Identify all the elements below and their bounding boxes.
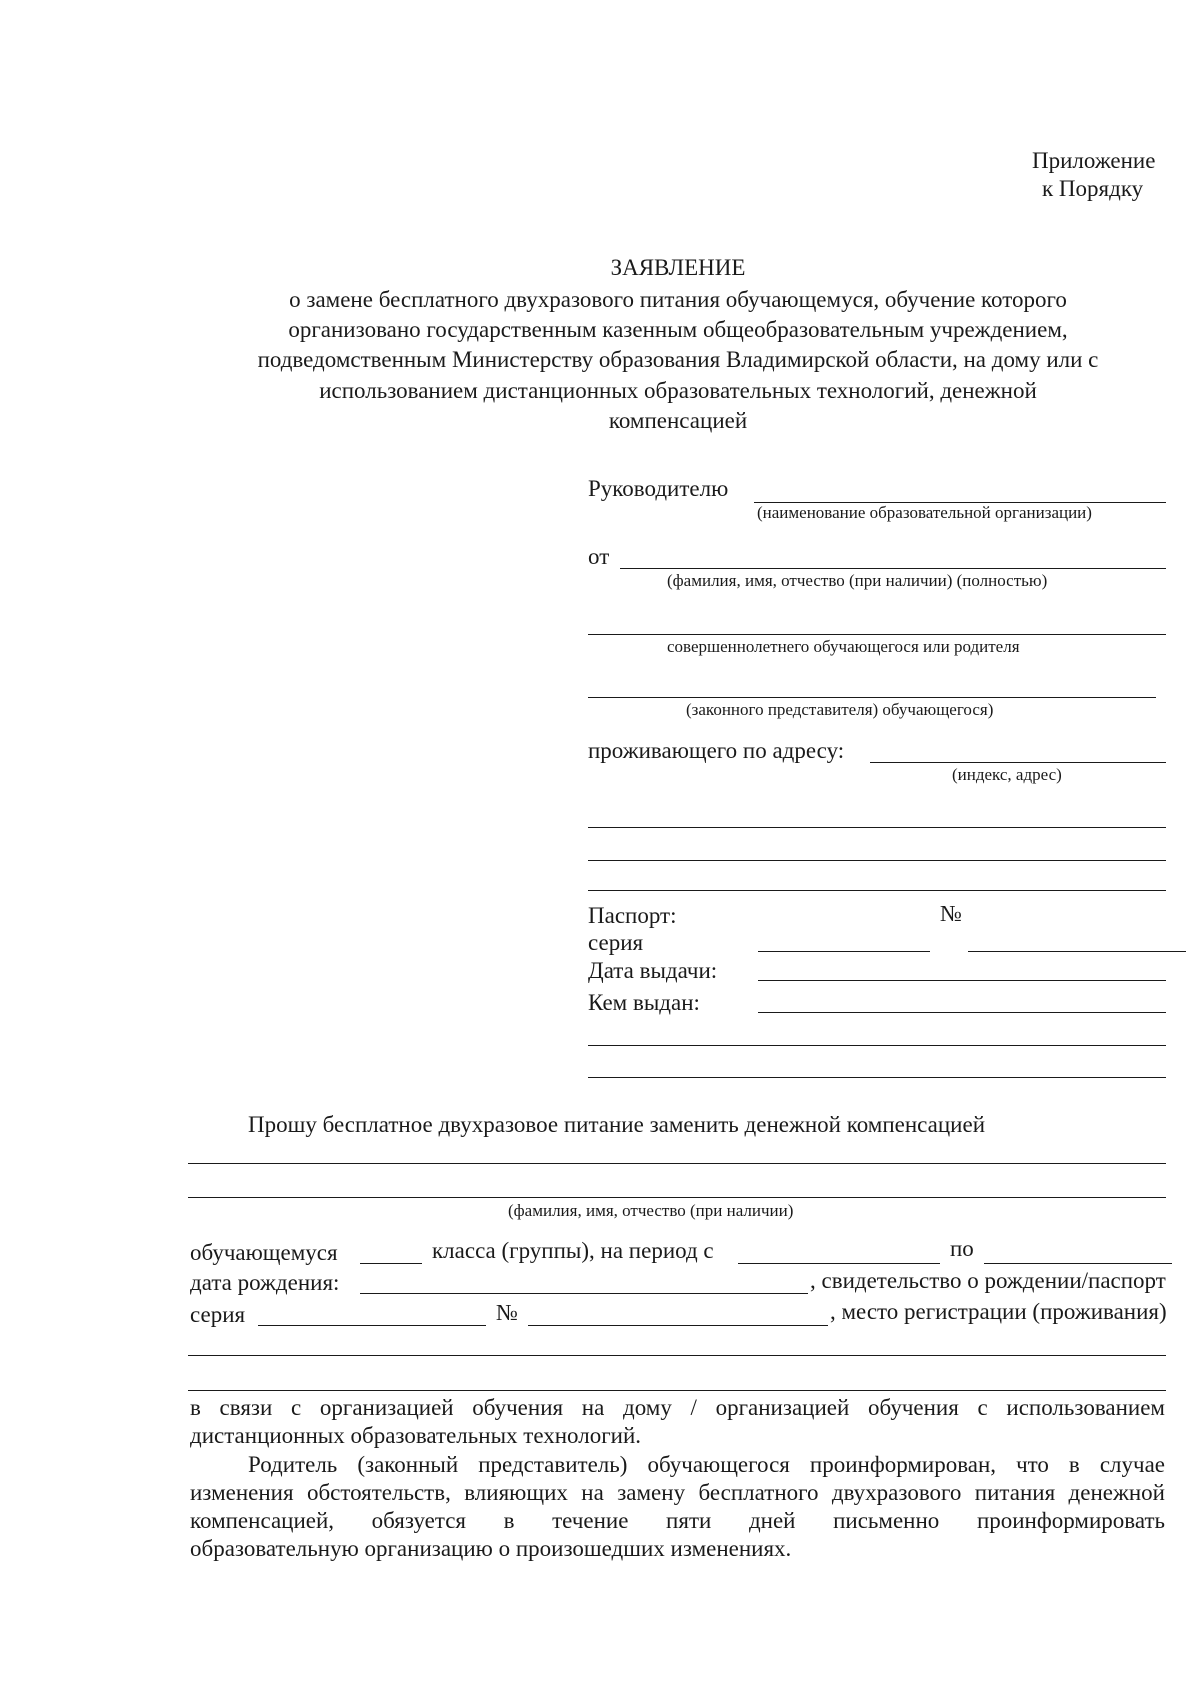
from-label: от: [588, 544, 610, 569]
notice-paragraph: [190, 1451, 1165, 1563]
series-field[interactable]: [258, 1325, 486, 1326]
document-title: ЗАЯВЛЕНИЕ: [610, 255, 746, 280]
address-field-line[interactable]: [870, 762, 1166, 763]
from-field-line[interactable]: [620, 568, 1166, 569]
from-hint-3: (законного представителя) обучающегося): [686, 700, 994, 719]
address-label: проживающего по адресу:: [588, 738, 845, 763]
passport-label: Паспорт:: [588, 903, 677, 928]
period-from-field[interactable]: [738, 1263, 940, 1264]
passport-series-label: серия: [588, 930, 644, 955]
notice-line-1: Родитель (законный представитель) обучающегося проинформирован, что в случае: [248, 1452, 1165, 1477]
reason-line-2: дистанционных образовательных технологий.: [190, 1423, 642, 1448]
student-name-hint: (фамилия, имя, отчество (при наличии): [508, 1201, 794, 1220]
certificate-label: , свидетельство о рождении/паспорт: [810, 1268, 1166, 1293]
subtitle-line: компенсацией: [608, 408, 748, 433]
number-field[interactable]: [528, 1325, 828, 1326]
passport-number-field[interactable]: [968, 951, 1186, 952]
issued-by-field-2[interactable]: [588, 1045, 1166, 1046]
dob-field[interactable]: [360, 1293, 808, 1294]
issued-by-field-3[interactable]: [588, 1077, 1166, 1078]
from-field-line-2[interactable]: [588, 634, 1166, 635]
from-hint: (фамилия, имя, отчество (при наличии) (полностью): [667, 571, 1048, 590]
request-text: Прошу бесплатное двухразовое питание заменить денежной компенсацией: [248, 1112, 985, 1137]
period-to-field[interactable]: [984, 1263, 1172, 1264]
passport-number-label: №: [940, 901, 962, 926]
address-field-line-4[interactable]: [588, 890, 1166, 891]
subtitle-line: подведомственным Министерству образования Владимирской области, на дому или с: [257, 347, 1099, 372]
period-to-label: по: [950, 1236, 974, 1261]
subtitle-line: использованием дистанционных образовательных технологий, денежной: [319, 378, 1037, 403]
subtitle-line: организовано государственным казенным общеобразовательным учреждением,: [288, 317, 1068, 342]
registration-field-2[interactable]: [188, 1390, 1166, 1391]
address-field-line-3[interactable]: [588, 860, 1166, 861]
reason-line-1: в связи с организацией обучения на дому / организацией обучения с использованием: [190, 1395, 1165, 1420]
number-label: №: [496, 1300, 518, 1325]
reason-paragraph: [190, 1394, 1165, 1450]
student-label: обучающемуся: [190, 1240, 338, 1265]
registration-field[interactable]: [188, 1355, 1166, 1356]
addressee-label: Руководителю: [588, 476, 729, 501]
passport-series-field[interactable]: [758, 951, 930, 952]
issued-by-label: Кем выдан:: [588, 990, 700, 1015]
dob-label: дата рождения:: [190, 1270, 340, 1295]
notice-line-2: изменения обстоятельств, влияющих на замену бесплатного двухразового питания денежной: [190, 1480, 1165, 1505]
student-name-field[interactable]: [188, 1163, 1166, 1164]
from-hint-2: совершеннолетнего обучающегося или родителя: [667, 637, 1020, 656]
series-label: серия: [190, 1302, 246, 1327]
appendix-line-2: к Порядку: [1042, 176, 1144, 201]
addressee-hint: (наименование образовательной организации): [757, 503, 1092, 522]
issue-date-label: Дата выдачи:: [588, 958, 718, 983]
student-name-field-2[interactable]: [188, 1197, 1166, 1198]
notice-line-3: компенсацией, обязуется в течение пяти дней письменно проинформировать: [190, 1508, 1165, 1533]
appendix-line-1: Приложение: [1032, 148, 1156, 173]
notice-line-4: образовательную организацию о произошедших изменениях.: [190, 1536, 792, 1561]
subtitle-line: о замене бесплатного двухразового питания обучающемуся, обучение которого: [289, 287, 1067, 312]
issued-by-field[interactable]: [758, 1012, 1166, 1013]
class-label: класса (группы), на период с: [432, 1238, 714, 1263]
address-field-line-2[interactable]: [588, 827, 1166, 828]
registration-label: , место регистрации (проживания): [830, 1299, 1167, 1324]
issue-date-field[interactable]: [758, 980, 1166, 981]
address-hint: (индекс, адрес): [952, 765, 1062, 784]
from-field-line-3[interactable]: [588, 697, 1156, 698]
class-field[interactable]: [360, 1263, 422, 1264]
